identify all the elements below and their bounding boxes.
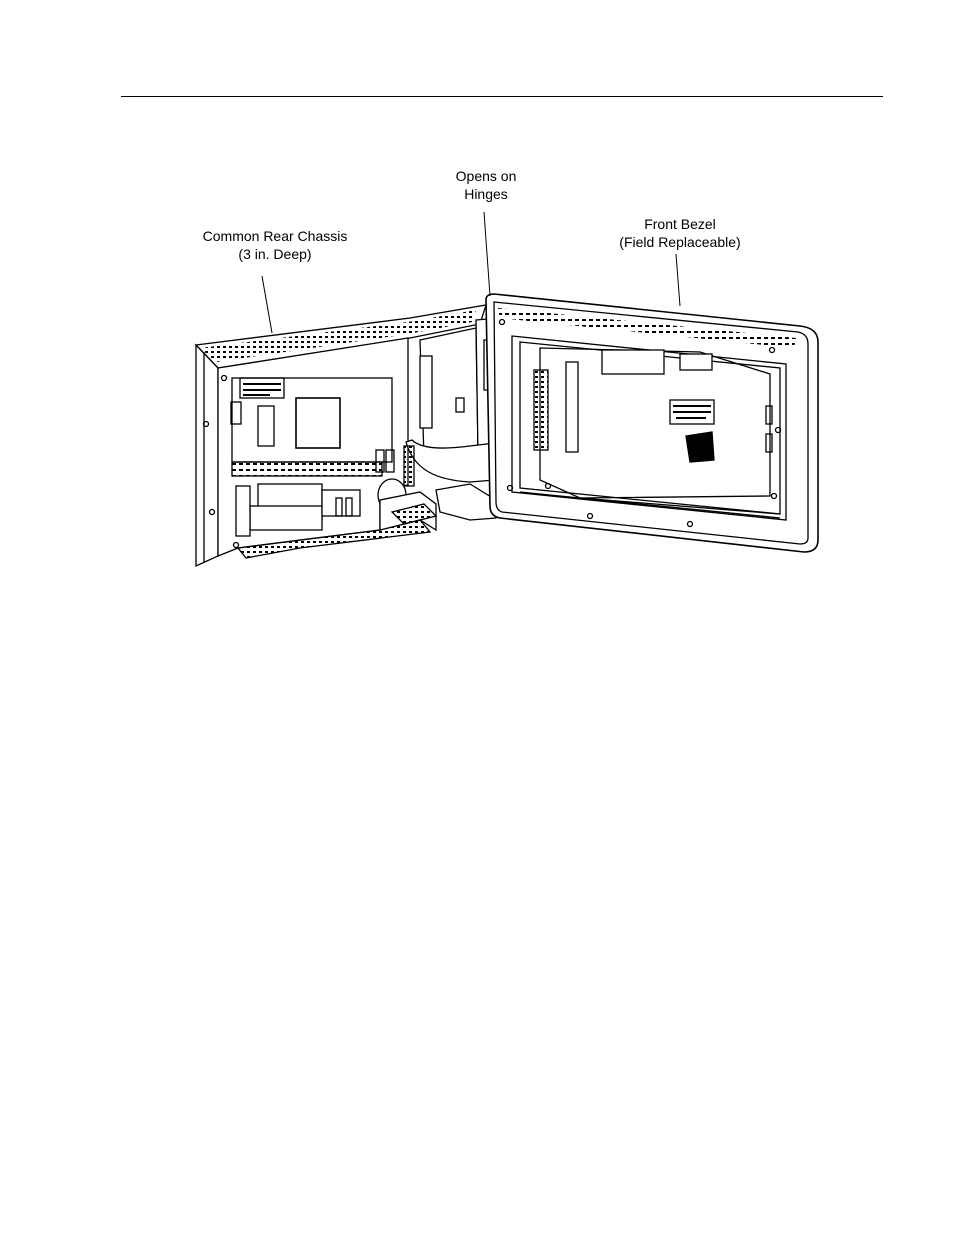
callout-hinges-line2: Hinges <box>464 186 508 202</box>
callout-rear-chassis-line2: (3 in. Deep) <box>238 246 312 262</box>
front-bezel <box>486 294 818 552</box>
callout-rear-chassis <box>170 227 380 263</box>
callout-front-bezel-line1: Front Bezel <box>644 216 716 232</box>
callout-front-bezel <box>590 215 770 251</box>
callout-hinges-line1: Opens on <box>455 168 517 184</box>
callout-hinges <box>424 167 548 203</box>
callout-front-bezel-line2: (Field Replaceable) <box>619 234 741 250</box>
callout-rear-chassis-line1: Common Rear Chassis <box>202 228 348 244</box>
